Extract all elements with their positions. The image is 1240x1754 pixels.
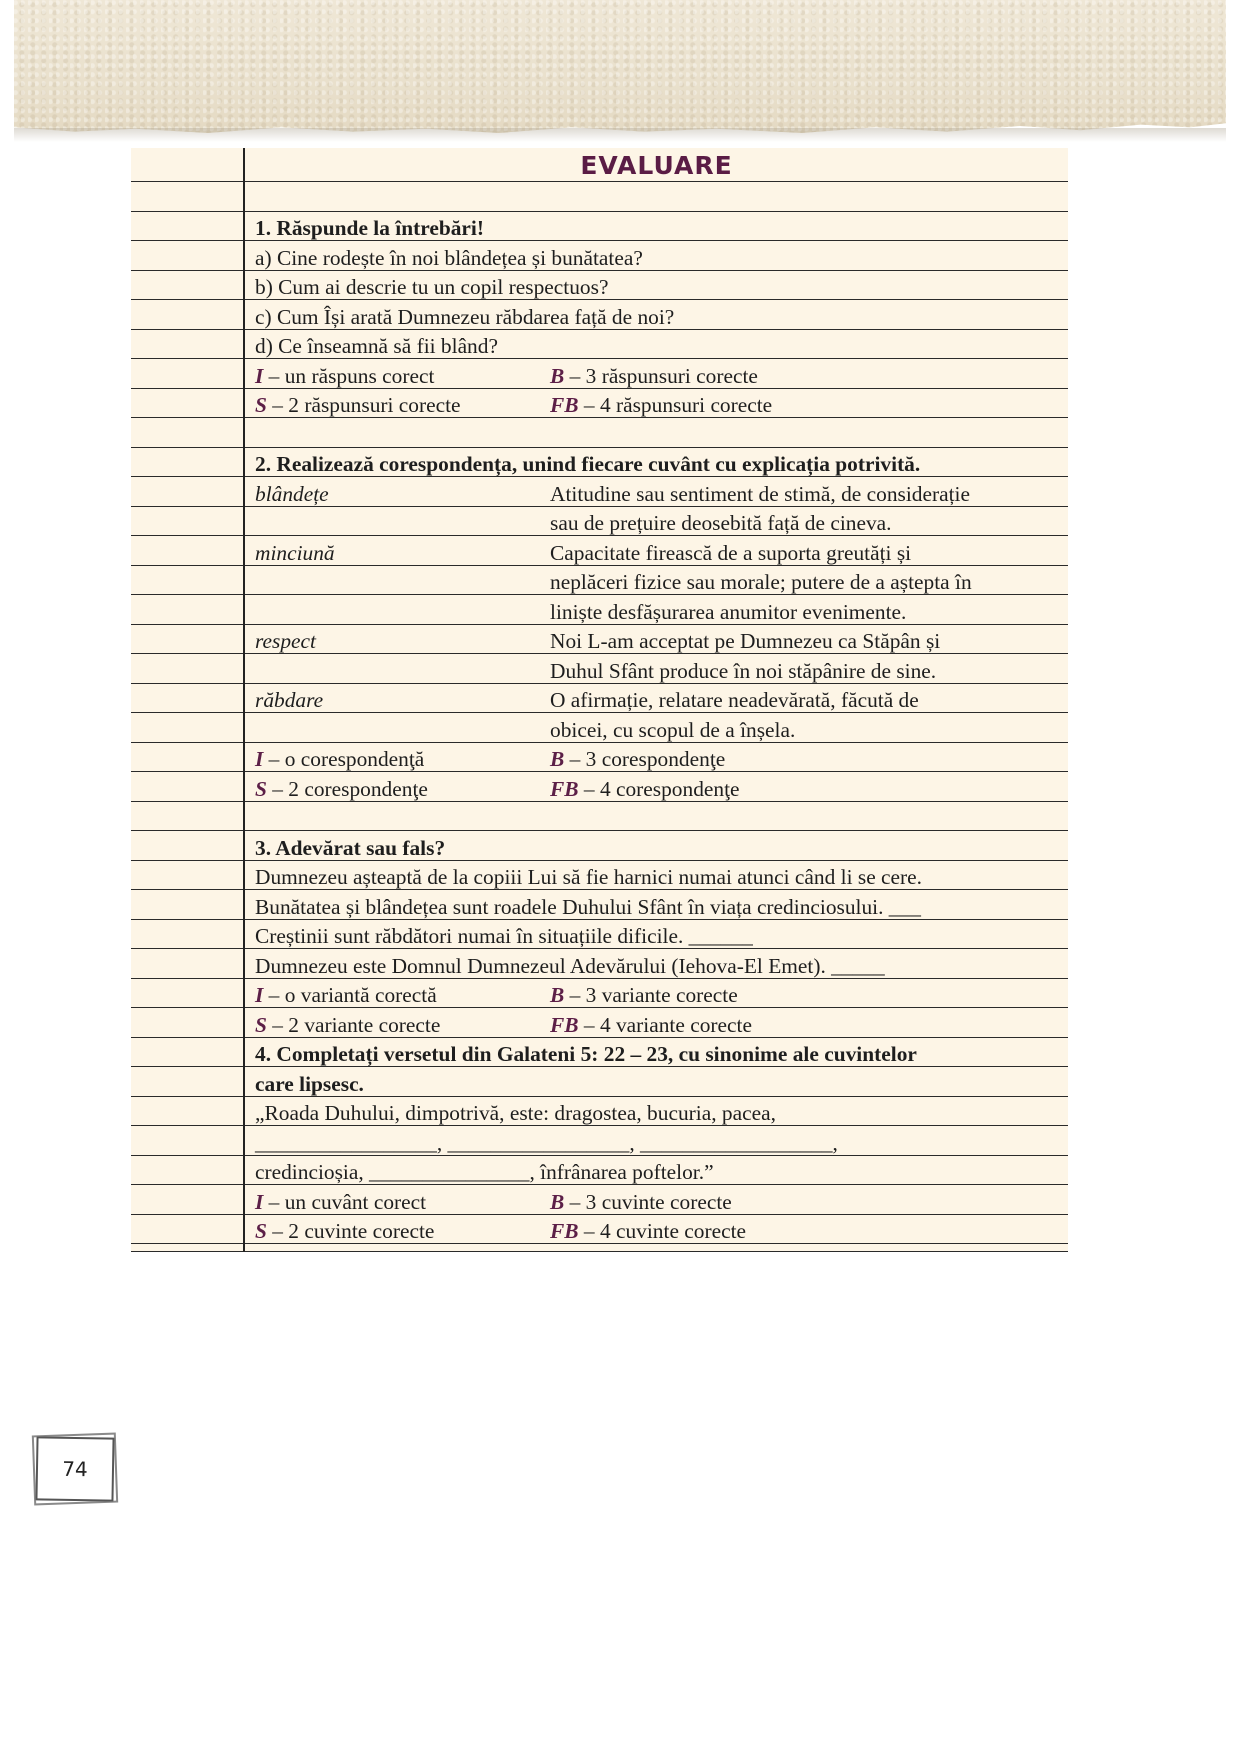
grade-text: – 2 variante corecte bbox=[266, 1013, 441, 1037]
grade-text: – 4 variante corecte bbox=[578, 1013, 752, 1037]
grade-key: I bbox=[255, 364, 264, 388]
q1-heading: 1. Răspunde la întrebări! bbox=[255, 216, 484, 240]
q3-statement-1: Dumnezeu așteaptă de la copiii Lui să fie harnici numai atunci când li se cere. bbox=[255, 865, 922, 889]
grade-key: S bbox=[255, 1219, 267, 1243]
grade-key: FB bbox=[550, 1219, 579, 1243]
q1-item-d: d) Ce înseamnă să fii blând? bbox=[255, 334, 498, 358]
q3-grade-i bbox=[255, 980, 437, 1010]
grade-text: – 2 corespondenţe bbox=[266, 777, 428, 801]
ruled-line bbox=[131, 182, 1068, 212]
margin-line bbox=[243, 148, 245, 1252]
q2-word-4: răbdare bbox=[255, 688, 324, 712]
q2-heading: 2. Realizează corespondența, unind fiecare cuvânt cu explicația potrivită. bbox=[255, 452, 921, 476]
q1-item-b: b) Cum ai descrie tu un copil respectuos? bbox=[255, 275, 609, 299]
q2-explanation: Atitudine sau sentiment de stimă, de considerație bbox=[550, 482, 970, 506]
grade-key: B bbox=[550, 1190, 565, 1214]
grade-key: FB bbox=[550, 393, 579, 417]
grade-key: I bbox=[255, 983, 264, 1007]
q2-grade-b bbox=[550, 744, 725, 774]
grade-text: – 3 corespondenţe bbox=[564, 747, 726, 771]
grade-text: – 3 cuvinte corecte bbox=[564, 1190, 732, 1214]
q2-explanation: Noi L-am acceptat pe Dumnezeu ca Stăpân și bbox=[550, 629, 941, 653]
q4-heading: 4. Completați versetul din Galateni 5: 22 – 23, cu sinonime ale cuvintelor bbox=[255, 1042, 917, 1066]
q2-explanation: obicei, cu scopul de a înșela. bbox=[550, 718, 796, 742]
q2-grade-s bbox=[255, 774, 428, 804]
grade-key: I bbox=[255, 747, 264, 771]
q1-grade-b bbox=[550, 361, 758, 391]
q4-grade-fb bbox=[550, 1216, 746, 1246]
q2-word-2: minciună bbox=[255, 541, 335, 565]
q3-grade-s bbox=[255, 1010, 440, 1040]
ruled-line bbox=[131, 801, 1068, 831]
grade-text: – 3 variante corecte bbox=[564, 983, 738, 1007]
grade-key: I bbox=[255, 1190, 264, 1214]
paper-shadow bbox=[14, 128, 1226, 142]
q4-heading-continued: care lipsesc. bbox=[255, 1072, 364, 1096]
grade-key: FB bbox=[550, 1013, 579, 1037]
grade-text: – o corespondenţă bbox=[263, 747, 425, 771]
grade-key: FB bbox=[550, 777, 579, 801]
q2-explanation: sau de prețuire deosebită față de cineva. bbox=[550, 511, 892, 535]
grade-text: – o variantă corectă bbox=[263, 983, 437, 1007]
grade-key: S bbox=[255, 1013, 267, 1037]
q1-grade-s bbox=[255, 390, 461, 420]
q4-verse-line-3: credincioșia, _______________, înfrânarea poftelor.” bbox=[255, 1160, 714, 1184]
q4-grade-b bbox=[550, 1187, 732, 1217]
q4-verse-line-1: „Roada Duhului, dimpotrivă, este: dragostea, bucuria, pacea, bbox=[255, 1101, 776, 1125]
q2-word-1: blândețe bbox=[255, 482, 329, 506]
q3-heading: 3. Adevărat sau fals? bbox=[255, 836, 446, 860]
page-number: 74 bbox=[35, 1436, 114, 1501]
torn-paper-header bbox=[14, 0, 1226, 140]
q2-grade-fb bbox=[550, 774, 740, 804]
grade-key: S bbox=[255, 777, 267, 801]
q3-grade-fb bbox=[550, 1010, 752, 1040]
q2-explanation: liniște desfășurarea anumitor evenimente. bbox=[550, 600, 907, 624]
q2-word-3: respect bbox=[255, 629, 316, 653]
q2-explanation: O afirmație, relatare neadevărată, făcută de bbox=[550, 688, 919, 712]
q3-statement-3: Creștinii sunt răbdători numai în situațiile dificile. ______ bbox=[255, 924, 753, 948]
q2-grade-i bbox=[255, 744, 424, 774]
q3-statement-2: Bunătatea și blândețea sunt roadele Duhului Sfânt în viața credinciosului. ___ bbox=[255, 895, 921, 919]
q1-item-a: a) Cine rodește în noi blândețea și bunătatea? bbox=[255, 246, 643, 270]
grade-key: S bbox=[255, 393, 267, 417]
grade-key: B bbox=[550, 364, 565, 388]
ruled-line bbox=[131, 418, 1068, 448]
page-title: EVALUARE bbox=[580, 151, 733, 180]
grade-text: – un răspuns corect bbox=[263, 364, 435, 388]
grade-text: – un cuvânt corect bbox=[263, 1190, 427, 1214]
q4-grade-i bbox=[255, 1187, 426, 1217]
q4-grade-s bbox=[255, 1216, 434, 1246]
grade-key: B bbox=[550, 747, 565, 771]
q2-explanation: neplăceri fizice sau morale; putere de a aștepta în bbox=[550, 570, 972, 594]
q1-item-c: c) Cum Își arată Dumnezeu răbdarea față de noi? bbox=[255, 305, 675, 329]
grade-text: – 3 răspunsuri corecte bbox=[564, 364, 758, 388]
q1-grade-fb bbox=[550, 390, 772, 420]
q3-statement-4: Dumnezeu este Domnul Dumnezeul Adevărului (Iehova-El Emet). _____ bbox=[255, 954, 885, 978]
q1-grade-i bbox=[255, 361, 434, 391]
grade-text: – 4 răspunsuri corecte bbox=[578, 393, 773, 417]
grade-text: – 4 corespondenţe bbox=[578, 777, 740, 801]
grade-text: – 2 cuvinte corecte bbox=[266, 1219, 435, 1243]
q2-explanation: Capacitate firească de a suporta greutăți și bbox=[550, 541, 912, 565]
grade-key: B bbox=[550, 983, 565, 1007]
grade-text: – 2 răspunsuri corecte bbox=[266, 393, 461, 417]
q4-verse-line-2: _________________, _________________, __________________, bbox=[255, 1131, 838, 1155]
grade-text: – 4 cuvinte corecte bbox=[578, 1219, 747, 1243]
q3-grade-b bbox=[550, 980, 738, 1010]
q2-explanation: Duhul Sfânt produce în noi stăpânire de sine. bbox=[550, 659, 937, 683]
